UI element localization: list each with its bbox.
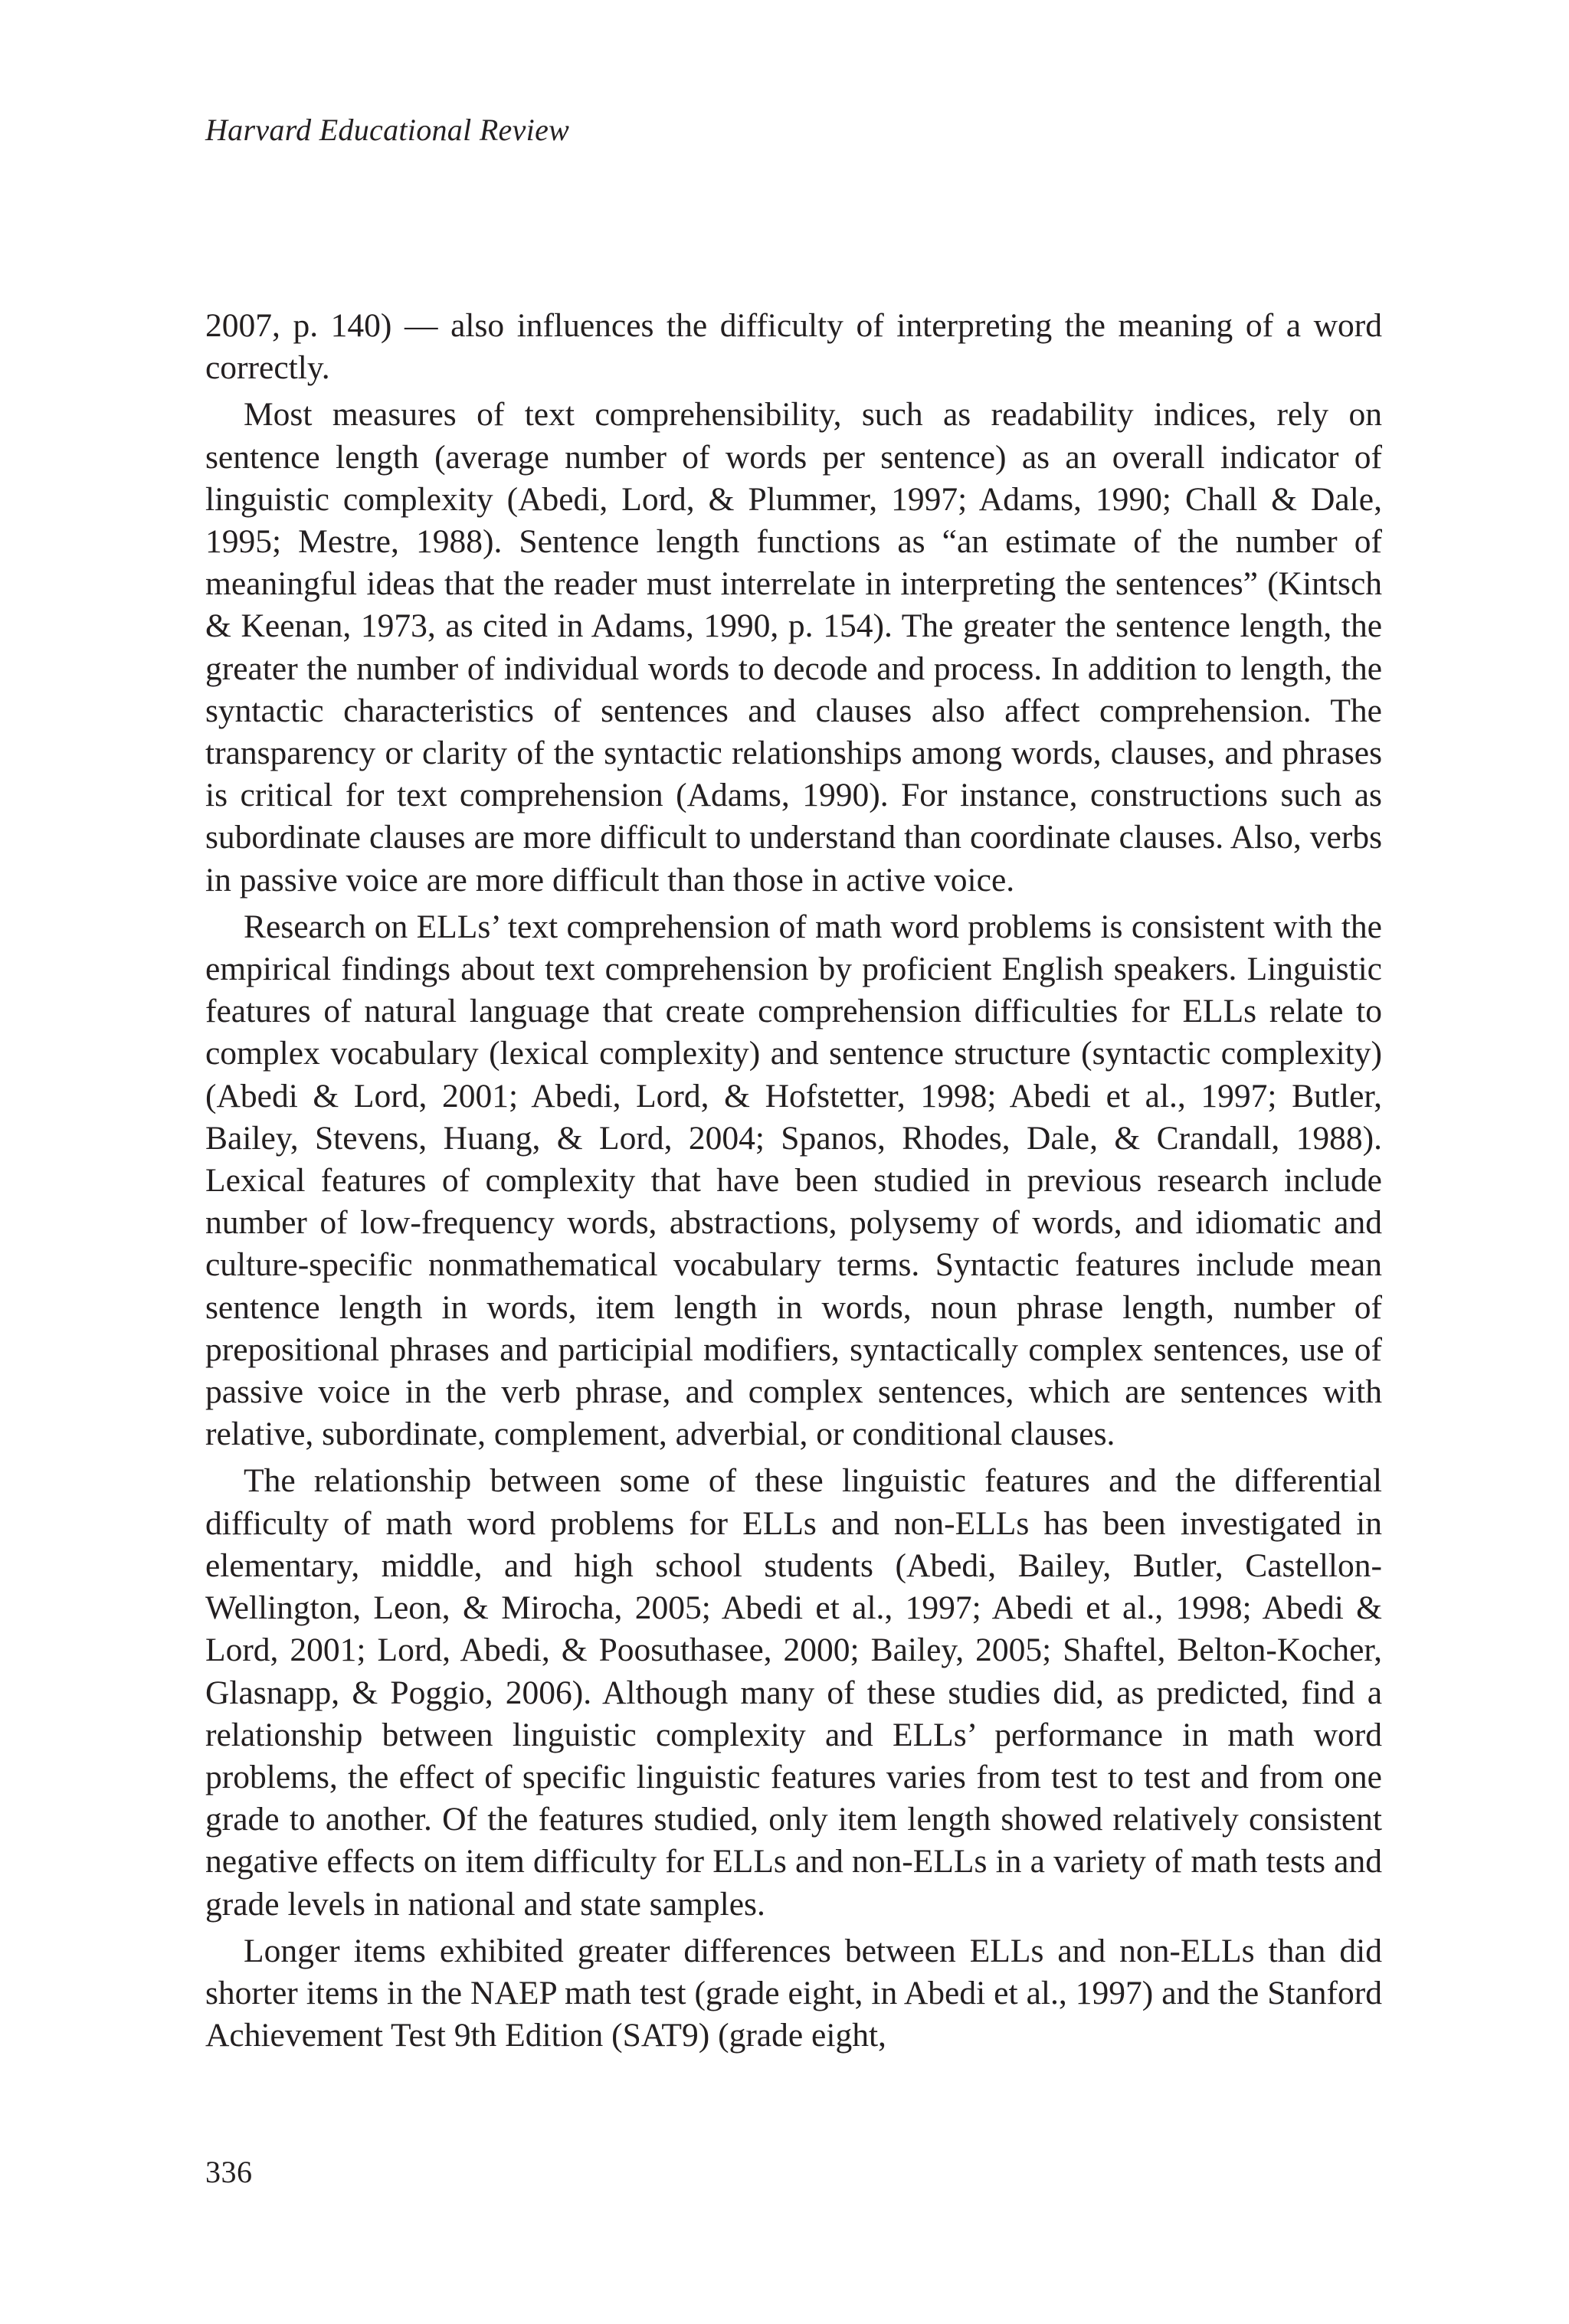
running-head: Harvard Educational Review xyxy=(205,113,570,147)
paragraph-continuation: 2007, p. 140) — also influences the difficulty of interpreting the meaning of a word correctly. xyxy=(205,307,1382,387)
paragraph-longer-items: Longer items exhibited greater differences between ELLs and non-ELLs than did shorter items in the NAEP math test (grade eight, in Abedi et al., 1997) and the Stanford Achievement Test 9th Edition (SAT9) (grade eight, xyxy=(205,1932,1382,2054)
paragraph-linguistic-features: The relationship between some of these linguistic features and the differential difficulty of math word problems for ELLs and non-ELLs has been investigated in elementary, middle, and high school students (Abedi, Bailey, Butler, Castellon-Wellington, Leon, & Mirocha, 2005; Abedi et al., 1997; Abedi et al., 1998; Abedi & Lord, 2001; Lord, Abedi, & Poosuthasee, 2000; Bailey, 2005; Shaftel, Belton-Kocher, Glasnapp, & Poggio, 2006). Although many of these studies did, as predicted, find a relationship between linguistic complexity and ELLs’ performance in math word problems, the effect of specific linguistic features varies from test to test and from one grade to another. Of the features studied, only item length showed relatively consistent negative effects on item difficulty for ELLs and non-ELLs in a variety of math tests and grade levels in national and state samples. xyxy=(205,1462,1382,1923)
paragraph-ell-comprehension: Research on ELLs’ text comprehension of math word problems is consistent with the empirical findings about text comprehension by proficient English speakers. Linguistic features of natural language that create comprehension difficulties for ELLs relate to complex vocabulary (lexical complexity) and sentence structure (syntactic complexity) (Abedi & Lord, 2001; Abedi, Lord, & Hofstetter, 1998; Abedi et al., 1997; Butler, Bailey, Stevens, Huang, & Lord, 2004; Spanos, Rhodes, Dale, & Crandall, 1988). Lexical features of complexity that have been studied in previous research include number of low-frequency words, abstractions, polysemy of words, and idiomatic and culture-specific nonmathematical vocabulary terms. Syntactic features include mean sentence length in words, item length in words, noun phrase length, number of prepositional phrases and participial modifiers, syntactically complex sentences, use of passive voice in the verb phrase, and complex sentences, which are sentences with relative, subordinate, complement, adverbial, or conditional clauses. xyxy=(205,908,1382,1453)
article-body xyxy=(205,305,1382,2057)
page-number: 336 xyxy=(205,2155,253,2189)
paragraph-sentence-length: Most measures of text comprehensibility, such as readability indices, rely on sentence length (average number of words per sentence) as an overall indicator of linguistic complexity (Abedi, Lord, & Plummer, 1997; Adams, 1990; Chall & Dale, 1995; Mestre, 1988). Sentence length functions as “an estimate of the number of meaningful ideas that the reader must interrelate in interpreting the sentences” (Kintsch & Keenan, 1973, as cited in Adams, 1990, p. 154). The greater the sentence length, the greater the number of individual words to decode and process. In addition to length, the syntactic characteristics of sentences and clauses also affect comprehension. The transparency or clarity of the syntactic relationships among words, clauses, and phrases is critical for text comprehension (Adams, 1990). For instance, constructions such as subordinate clauses are more difficult to understand than coordinate clauses. Also, verbs in passive voice are more difficult than those in active voice. xyxy=(205,396,1382,899)
